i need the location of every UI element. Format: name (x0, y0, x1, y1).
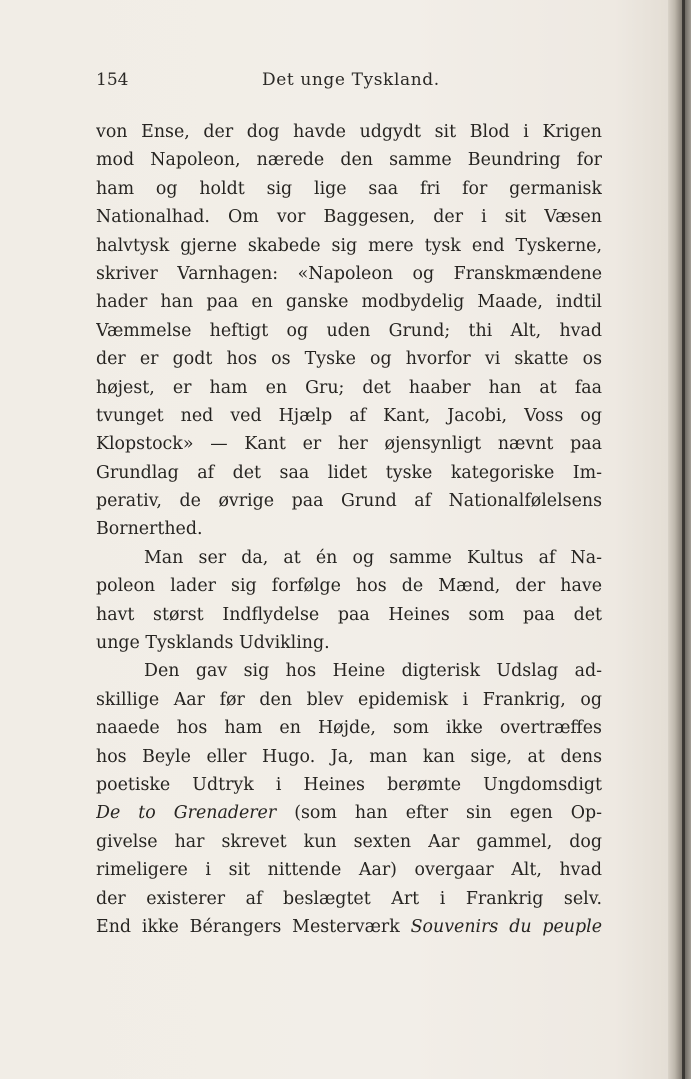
page-number: 154 (96, 70, 129, 90)
text-line: poetiske Udtryk i Heines berømte Ungdomsdigt (96, 774, 602, 795)
text-line (96, 799, 602, 827)
text-line: skriver Varnhagen: «Napoleon og Franskmændene (96, 263, 602, 284)
text-line: Bornerthed. (96, 519, 203, 540)
text-line: hos Beyle eller Hugo. Ja, man kan sige, at dens (96, 746, 602, 767)
book-spine-edge (668, 0, 691, 1079)
text-line: Man ser da, at én og samme Kultus af Na- (144, 547, 602, 568)
running-head: Det unge Tyskland. (262, 70, 440, 90)
italic-title: Souvenirs du peuple (410, 916, 602, 937)
text-line: rimeligere i sit nittende Aar) overgaar Alt, hvad (96, 860, 602, 881)
text-line: mod Napoleon, nærede den samme Beundring for (96, 150, 602, 171)
text-line: Grundlag af det saa lidet tyske kategoriske Im- (96, 462, 602, 483)
text-line: von Ense, der dog havde udgydt sit Blod i Krigen (96, 122, 602, 142)
text-line: halvtysk gjerne skabede sig mere tysk end Tyskerne, (96, 235, 602, 256)
text-fragment: (som han efter sin egen Op- (276, 803, 602, 824)
text-line: ham og holdt sig lige saa fri for germanisk (96, 178, 602, 199)
text-line: der er godt hos os Tyske og hvorfor vi skatte os (96, 349, 602, 370)
text-line: Væmmelse heftigt og uden Grund; thi Alt, hvad (96, 320, 602, 341)
text-line: havt størst Indflydelse paa Heines som paa det (96, 604, 602, 625)
text-line: perativ, de øvrige paa Grund af Nationalfølelsens (96, 491, 602, 512)
text-line: poleon lader sig forfølge hos de Mænd, der have (96, 576, 602, 597)
text-line: unge Tysklands Udvikling. (96, 633, 330, 654)
text-line: tvunget ned ved Hjælp af Kant, Jacobi, Voss og (96, 405, 602, 426)
page-edge-shadow (682, 0, 685, 1079)
text-line: højest, er ham en Gru; det haaber han at faa (96, 377, 602, 398)
text-line: Klopstock» — Kant er her øjensynligt nævnt paa (96, 434, 602, 455)
text-line: naaede hos ham en Højde, som ikke overtræffes (96, 718, 602, 739)
body-text (96, 118, 602, 941)
text-line: givelse har skrevet kun sexten Aar gammel, dog (96, 831, 602, 852)
text-line: skillige Aar før den blev epidemisk i Frankrig, og (96, 689, 602, 710)
text-line (96, 913, 602, 941)
italic-title: De to Grenaderer (96, 803, 277, 824)
text-line: hader han paa en ganske modbydelig Maade, indtil (96, 292, 602, 313)
page-header (96, 70, 600, 98)
text-line: der existerer af beslægtet Art i Frankrig selv. (96, 888, 602, 909)
text-line: Den gav sig hos Heine digterisk Udslag ad- (144, 661, 602, 682)
text-fragment: End ikke Bérangers Mesterværk (96, 916, 411, 937)
text-line: Nationalhad. Om vor Baggesen, der i sit Væsen (96, 207, 602, 228)
